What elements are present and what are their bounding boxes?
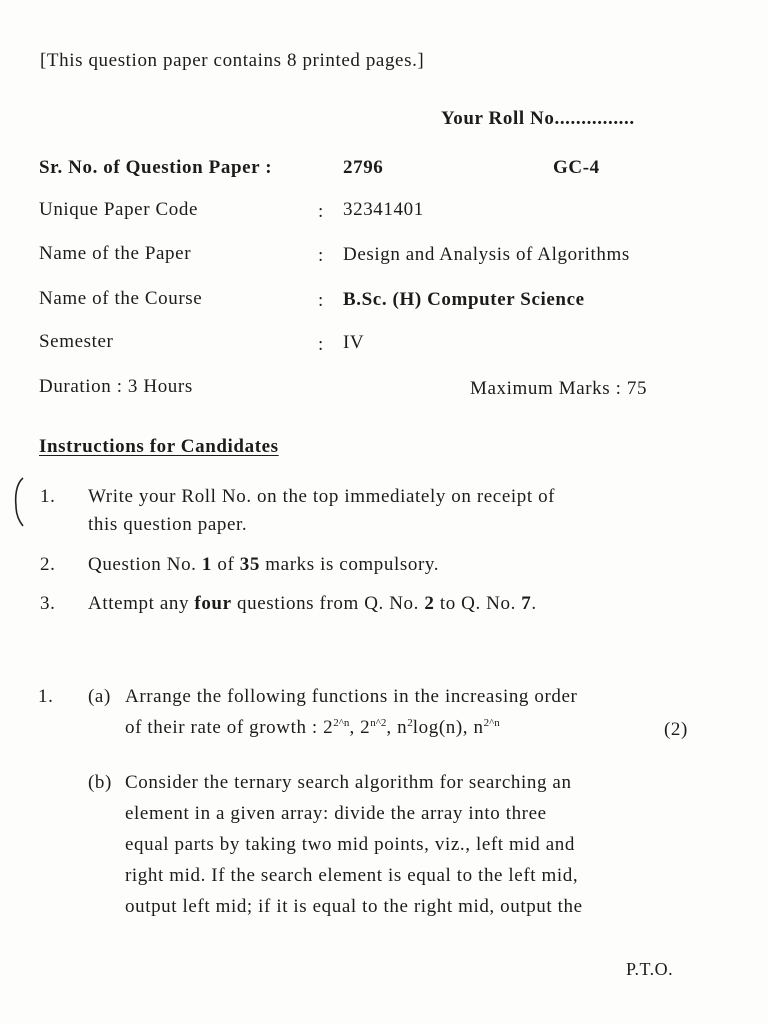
pen-bracket-mark: [10, 474, 26, 530]
part-b-line: [125, 896, 698, 918]
exponent: n^2: [370, 717, 387, 729]
part-b-line: [125, 865, 698, 887]
bold-part: 35: [239, 554, 260, 575]
bold-part: four: [194, 593, 232, 614]
exponent: 2: [407, 717, 413, 729]
question-number: 1.: [38, 686, 54, 707]
info-colon: :: [318, 290, 324, 311]
text-part: of their rate of growth :: [125, 717, 324, 738]
part-b-line: [125, 803, 698, 825]
sr-no-value: 2796: [343, 157, 384, 178]
info-label: Name of the Course: [39, 288, 203, 309]
info-colon: :: [318, 245, 324, 266]
text-part: Question No.: [88, 554, 202, 575]
sr-no-label: Sr. No. of Question Paper :: [39, 157, 273, 178]
info-label: Name of the Paper: [39, 243, 192, 264]
pages-note: [This question paper contains 8 printed pages.]: [40, 50, 425, 71]
exponent: 2^n: [483, 717, 500, 729]
duration: Duration : 3 Hours: [39, 376, 193, 397]
base: n: [473, 717, 484, 738]
part-a-line2: of their rate of growth : $2^{2\^{}n}$, $2^{n\^{}2}$, $n^2\log(n)$, $n^{2\^{}n}$: [125, 717, 500, 738]
part-a-marks: (2): [664, 719, 688, 740]
function-2: [360, 717, 386, 738]
function-4: [473, 717, 499, 738]
info-colon: :: [318, 334, 324, 355]
text-part: log(n),: [412, 717, 469, 738]
base: 2: [323, 717, 334, 738]
part-a-label: (a): [88, 686, 111, 707]
paper-name: Design and Analysis of Algorithms: [343, 244, 630, 265]
bold-part: 1: [201, 554, 212, 575]
part-a-line1-text: Arrange the following functions in the increasing order: [125, 686, 578, 707]
text-part: to Q. No.: [434, 593, 522, 614]
part-b-line-text: element in a given array: divide the array into three: [125, 803, 547, 824]
text-part: questions from Q. No.: [231, 593, 425, 614]
gc-code: GC-4: [553, 157, 600, 178]
semester-value: IV: [343, 332, 365, 353]
bold-part: 2: [424, 593, 435, 614]
part-b-line-text: equal parts by taking two mid points, viz., left mid and: [125, 834, 575, 855]
part-b-line: [125, 772, 698, 794]
part-b-line-text: right mid. If the search element is equal to the left mid,: [125, 865, 579, 886]
max-marks: Maximum Marks : 75: [470, 378, 648, 399]
function-3: [397, 717, 468, 738]
text-part: marks is compulsory.: [259, 554, 440, 575]
instruction-1-line1: [88, 486, 698, 508]
instruction-1-line2: this question paper.: [88, 514, 248, 535]
instruction-number: 2.: [40, 554, 56, 575]
bold-part: 7: [521, 593, 532, 614]
part-b-line: [125, 834, 698, 856]
instruction-3: [88, 593, 537, 615]
unique-paper-code: 32341401: [343, 199, 424, 220]
pto-footer: P.T.O.: [626, 959, 674, 979]
instruction-number: 1.: [40, 486, 56, 507]
base: n: [397, 717, 408, 738]
instructions-heading: Instructions for Candidates: [39, 436, 279, 457]
instruction-number: 3.: [40, 593, 56, 614]
instruction-2: [88, 554, 439, 576]
part-b-line-text: Consider the ternary search algorithm for searching an: [125, 772, 572, 793]
exponent: 2^n: [333, 717, 350, 729]
roll-no-field: Your Roll No...............: [441, 108, 635, 129]
info-label: Semester: [39, 331, 114, 352]
text-part: .: [531, 593, 537, 614]
course-name: B.Sc. (H) Computer Science: [343, 289, 585, 310]
part-b-label: (b): [88, 772, 112, 793]
instruction-1-text: Write your Roll No. on the top immediately on receipt of: [88, 486, 556, 507]
info-colon: :: [318, 201, 324, 222]
part-b-line-text: output left mid; if it is equal to the right mid, output the: [125, 896, 583, 917]
info-label: Unique Paper Code: [39, 199, 198, 220]
function-1: [323, 717, 349, 738]
text-part: Attempt any: [88, 593, 195, 614]
part-a-line1: [125, 686, 698, 708]
base: 2: [360, 717, 371, 738]
text-part: of: [212, 554, 240, 575]
